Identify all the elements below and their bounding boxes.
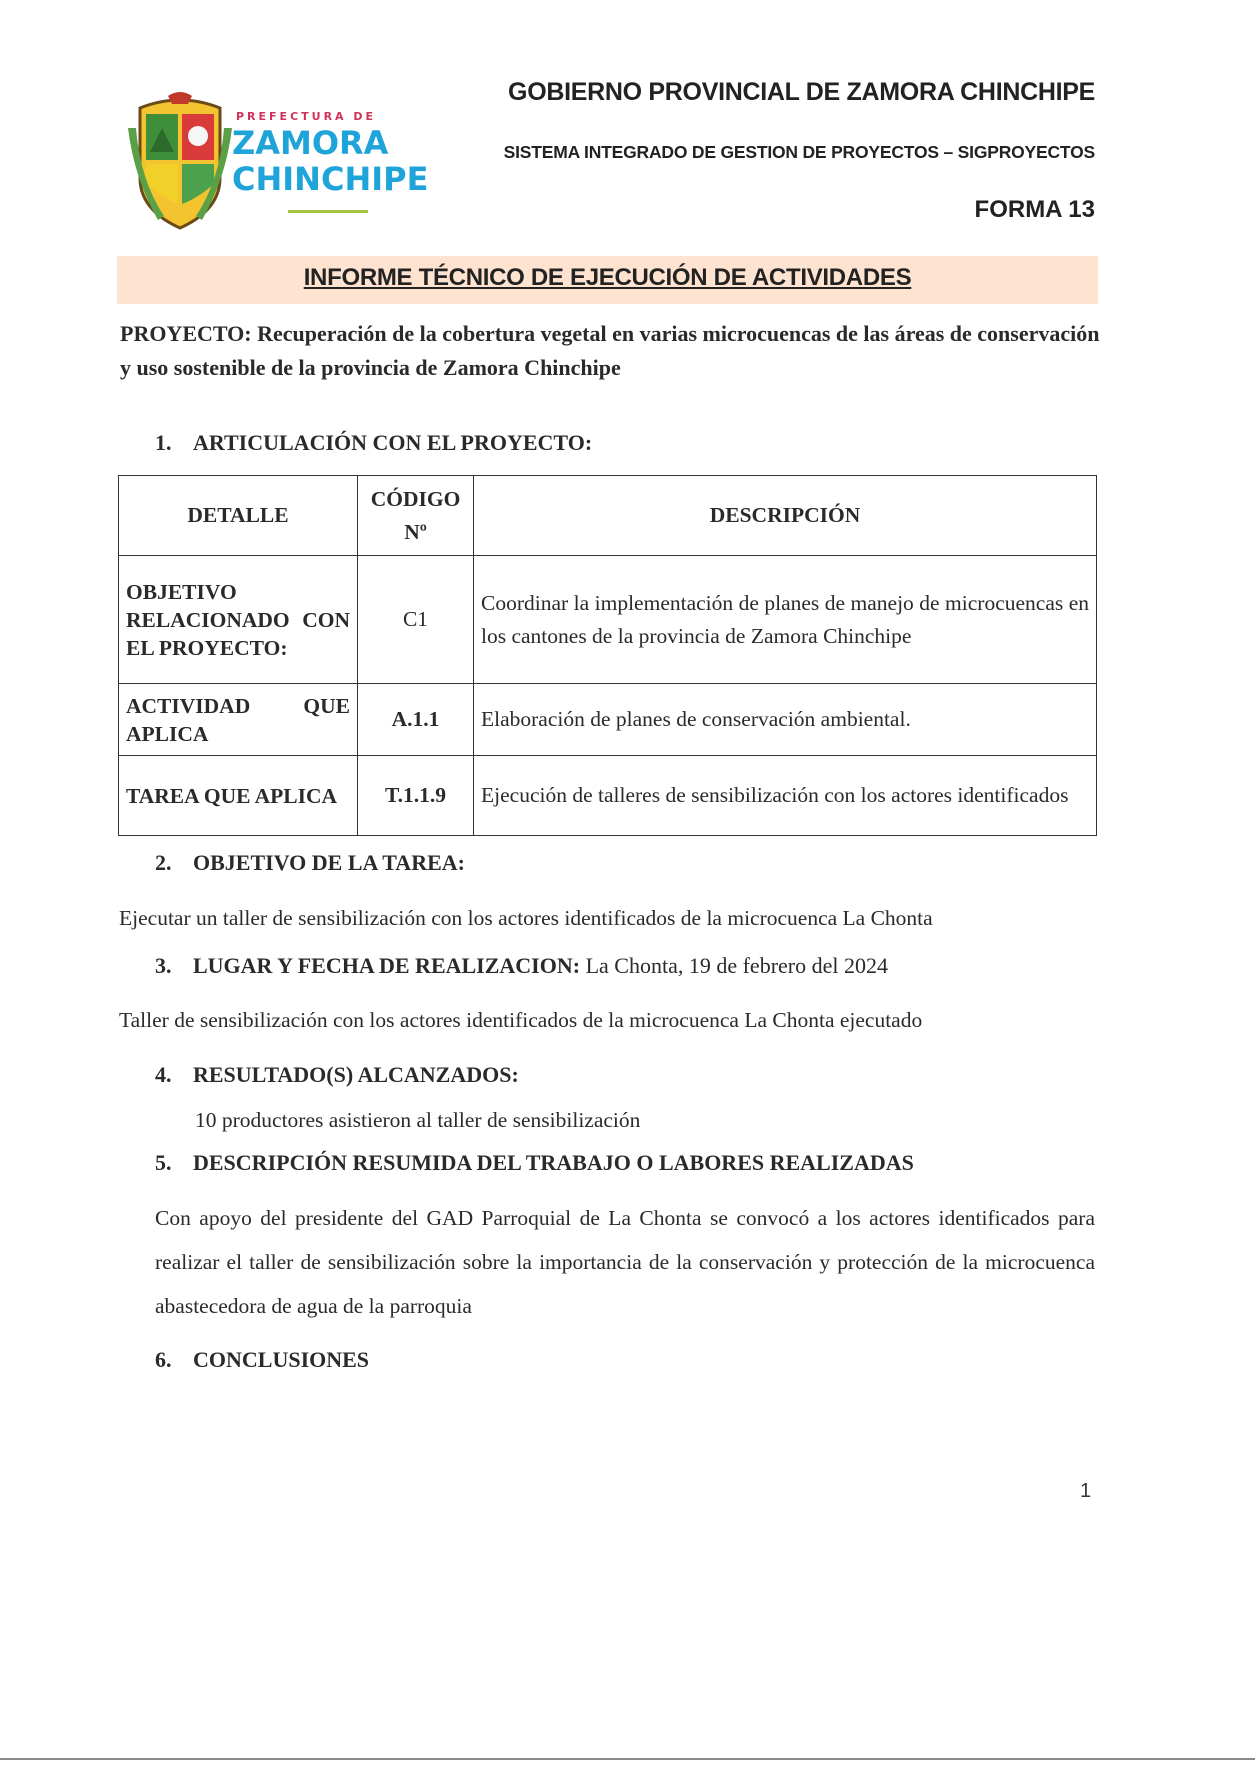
row-detail: ACTIVIDAD QUE APLICA [119, 684, 358, 756]
section-5-heading: 5. DESCRIPCIÓN RESUMIDA DEL TRABAJO O LABORES REALIZADAS [155, 1150, 914, 1175]
row-detail: TAREA QUE APLICA [119, 756, 358, 836]
place-date-value: La Chonta, 19 de febrero del 2024 [585, 953, 888, 978]
header-description: DESCRIPCIÓN [474, 476, 1097, 556]
prefectura-logo [128, 88, 429, 238]
section-3-text: Taller de sensibilización con los actores identificados de la microcuenca La Chonta ejecutado [119, 1008, 923, 1032]
row-detail: OBJETIVO RELACIONADO CON EL PROYECTO: [119, 556, 358, 684]
logo-rule [288, 210, 368, 213]
project-label: PROYECTO [120, 321, 245, 346]
articulation-table [118, 475, 1097, 836]
row-code: T.1.1.9 [358, 756, 474, 836]
coat-of-arms-icon [128, 88, 232, 233]
row-description: Coordinar la implementación de planes de manejo de microcuencas en los cantones de la provincia de Zamora Chinchipe [474, 556, 1097, 684]
logo-prefix: PREFECTURA DE [236, 110, 377, 123]
section-3-title: LUGAR Y FECHA DE REALIZACION: [193, 953, 581, 978]
title-banner [117, 256, 1098, 304]
section-2-heading: 2. OBJETIVO DE LA TAREA: [155, 850, 465, 875]
scan-edge [0, 1758, 1255, 1760]
header-code: CÓDIGO Nº [358, 476, 474, 556]
header-detail: DETALLE [119, 476, 358, 556]
project-text: Recuperación de la cobertura vegetal en varias microcuencas de las áreas de conservación y uso sostenible de la provincia de Zamora Chinchipe [120, 321, 1100, 380]
logo-line-1: ZAMORA [232, 124, 389, 162]
row-description: Elaboración de planes de conservación ambiental. [474, 684, 1097, 756]
results-text: 10 productores asistieron al taller de sensibilización [195, 1108, 641, 1132]
row-code: C1 [358, 556, 474, 684]
institution-title: GOBIERNO PROVINCIAL DE ZAMORA CHINCHIPE [508, 78, 1095, 106]
table-header-row [119, 476, 1097, 556]
section-5-title: DESCRIPCIÓN RESUMIDA DEL TRABAJO O LABORES REALIZADAS [193, 1150, 914, 1175]
section-4-title: RESULTADO(S) ALCANZADOS: [193, 1062, 519, 1087]
task-objective-text: Ejecutar un taller de sensibilización con los actores identificados de la microcuenca La Chonta [119, 906, 933, 930]
row-code: A.1.1 [358, 684, 474, 756]
logo-line-2: CHINCHIPE [232, 160, 429, 198]
table-row [119, 556, 1097, 684]
page-number: 1 [1080, 1480, 1092, 1502]
section-3-heading: 3. LUGAR Y FECHA DE REALIZACION: La Chonta, 19 de febrero del 2024 [155, 953, 888, 978]
document-title: INFORME TÉCNICO DE EJECUCIÓN DE ACTIVIDADES [303, 264, 912, 291]
section-1-title: ARTICULACIÓN CON EL PROYECTO: [193, 430, 593, 455]
section-1-heading: 1. ARTICULACIÓN CON EL PROYECTO: [155, 430, 593, 455]
section-6-title: CONCLUSIONES [193, 1347, 370, 1372]
form-number: FORMA 13 [974, 196, 1095, 223]
section-4-heading: 4. RESULTADO(S) ALCANZADOS: [155, 1062, 519, 1087]
system-title: SISTEMA INTEGRADO DE GESTION DE PROYECTOS – SIGPROYECTOS [503, 142, 1095, 162]
work-description-text: Con apoyo del presidente del GAD Parroquial de La Chonta se convocó a los actores identificados para realizar el taller de sensibilización sobre la importancia de la conservación y protección de la microcuenca abastecedora de agua de la parroquia [155, 1206, 1095, 1318]
section-6-heading: 6. CONCLUSIONES [155, 1347, 370, 1372]
project-paragraph: PROYECTO: Recuperación de la cobertura vegetal en varias microcuencas de las áreas de conservación y uso sostenible de la provincia de Zamora Chinchipe [120, 321, 1100, 380]
row-description: Ejecución de talleres de sensibilización con los actores identificados [474, 756, 1097, 836]
section-2-title: OBJETIVO DE LA TAREA: [193, 850, 465, 875]
table-row [119, 684, 1097, 756]
table-row [119, 756, 1097, 836]
